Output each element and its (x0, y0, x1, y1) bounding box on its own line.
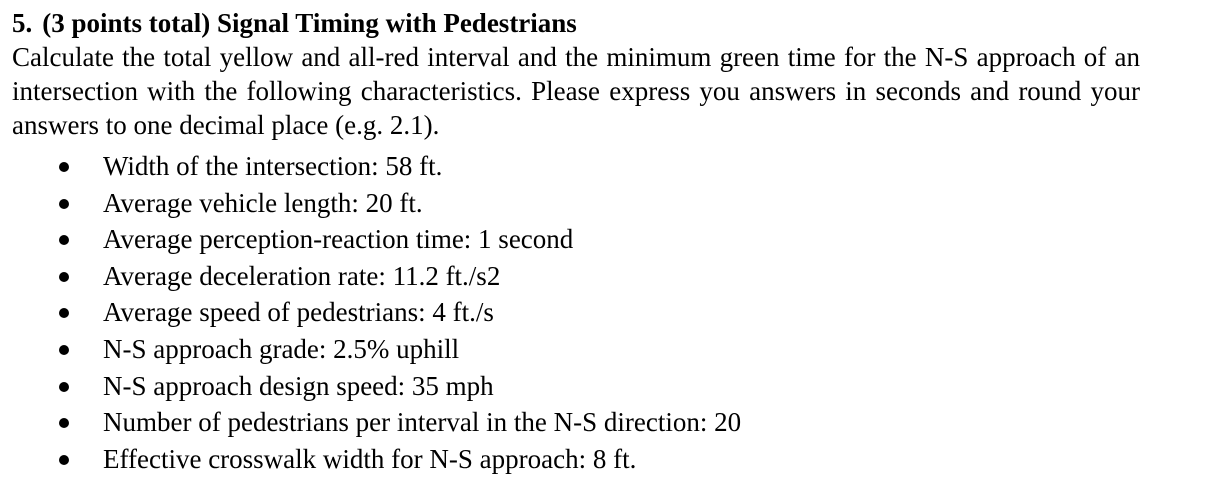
bullet-icon (59, 199, 69, 209)
list-item-text: Average vehicle length: 20 ft. (103, 187, 423, 218)
list-item-text: N-S approach design speed: 35 mph (103, 370, 494, 401)
list-item-text: N-S approach grade: 2.5% uphill (103, 333, 460, 364)
question-heading (12, 6, 1152, 40)
bullet-icon (59, 162, 69, 172)
question-number: 5. (12, 8, 33, 38)
bullet-icon (59, 418, 69, 428)
list-item-text: Width of the intersection: 58 ft. (103, 151, 443, 181)
bullet-icon (59, 382, 69, 392)
question-title: (3 points total) Signal Timing with Pedestrians (42, 8, 577, 38)
question-block (12, 6, 1152, 474)
bullet-icon (59, 272, 69, 282)
bullet-icon (59, 345, 69, 355)
bullet-icon (59, 235, 69, 245)
bullet-icon (59, 308, 69, 318)
list-item-text: Effective crosswalk width for N-S approach: 8 ft. (103, 443, 637, 474)
list-item-text: Average perception-reaction time: 1 second (103, 224, 574, 255)
bullet-icon (59, 455, 69, 465)
list-item-text: Number of pedestrians per interval in the N-S direction: 20 (103, 407, 742, 438)
list-item-text: Average speed of pedestrians: 4 ft./s (103, 297, 494, 328)
question-body: Calculate the total yellow and all-red interval and the minimum green time for the N-S approach of an intersection with the following characteristics. Please express you answers in seconds and round your answers to one decimal place (e.g. 2.1). (12, 42, 1140, 140)
list-item-text: Average deceleration rate: 11.2 ft./s2 (103, 260, 501, 291)
